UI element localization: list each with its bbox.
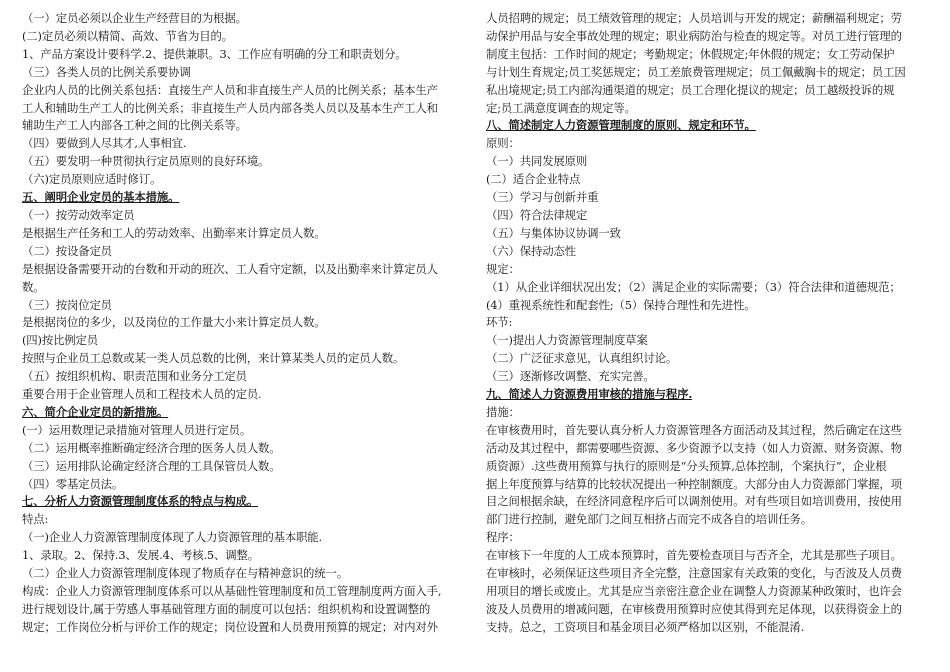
left-column: [22, 10, 468, 637]
text-line: 私出境规定;员工内部沟通渠道的规定；员工合理化提议的规定；员工越级投诉的规: [486, 82, 895, 97]
text-line: 是根据岗位的多少，以及岗位的工作量大小来计算定员人数。: [22, 315, 326, 330]
text-line: （四）零基定员法。: [22, 476, 124, 491]
text-line: （一）定员必须以企业生产经营目的为根据。: [22, 11, 247, 25]
text-line: 重要合用于企业管理人员和工程技术人员的定员.: [22, 387, 262, 402]
text-line: 目之间根据余缺，在经济同意程序后可以调剂使用。对有些项目如培训费用，按使用: [486, 494, 902, 509]
text-line: 在审核时，必须保证这些项目齐全完整，注意国家有关政策的变化，与否波及人员费: [486, 566, 902, 581]
text-line: 原则：: [486, 136, 520, 151]
text-line: （二）运用概率推断确定经济合理的医务人员人数。: [22, 440, 281, 455]
text-line: 在审核下一年度的人工成本预算时，首先要检查项目与否齐全，尤其是那些子项目。: [486, 548, 902, 563]
section-heading: 六、简介企业定员的新措施。: [22, 404, 169, 419]
text-line: 波及人员费用的增减问题，在审核费用预算时应使其得到充足体现，以获得资金上的: [486, 601, 902, 616]
text-line: （六)定员原则应适时修订。: [22, 172, 162, 187]
text-line: 定;员工满意度调查的规定等。: [486, 100, 636, 115]
section-heading: 五、阐明企业定员的基本措施。: [22, 190, 180, 205]
text-line: 数。: [22, 279, 45, 294]
text-line: 进行规划设计,属于劳感人事基础管理方面的制度可以包括：组织机构和设置调整的: [22, 601, 431, 616]
text-line: 据上年度预算与结算的比较状况提出一种控制额度。大部分由人力资源部门掌握，项: [486, 476, 902, 491]
text-line: 企业内人员的比例关系包括：直接生产人员和非直接生产人员的比例关系；基本生产: [22, 82, 438, 97]
text-line: （一）按劳动效率定员: [22, 207, 135, 222]
text-line: （二）广泛征求意见，认真组织讨论。: [486, 351, 678, 366]
text-line: 人员招聘的规定；员工绩效管理的规定；人员培训与开发的规定；薪酬福利规定；劳: [486, 11, 902, 25]
text-line: 构成：企业人力资源管理制度体系可以从基础性管理制度和员工管理制度两方面入手,: [22, 584, 442, 598]
text-line: （三）逐渐修改调整、充实完善。: [486, 369, 655, 384]
section-heading: 九、简述人力资源费用审核的措施与程序.: [486, 387, 693, 402]
text-line: （五）与集体协议协调一致: [486, 225, 621, 240]
text-line: (二)定员必须以精简、高效、节省为目的。: [22, 28, 233, 43]
text-line: 支持。总之，工资项目和基金项目必须严格加以区别，不能混淆.: [486, 619, 805, 634]
text-line: （二）按设备定员: [22, 243, 112, 258]
text-line: （五）要发明一种贯彻执行定员原则的良好环境。: [22, 154, 270, 169]
text-line: （三）学习与创新并重: [486, 190, 599, 205]
text-line: (4）重视系统性和配套性;（5）保持合理性和先进性。: [486, 297, 756, 312]
text-line: 活动及其过程中，都需要哪些资源、多少资源予以支持（如人力资源、财务资源、物: [486, 440, 902, 455]
text-line: 动保护用品与安全事故处理的规定；职业病防治与检查的规定等。对员工进行管理的: [486, 28, 902, 43]
text-line: 辅助生产工人内部各工种之间的比例关系等。: [22, 118, 247, 133]
text-line: 是根据设备需要开动的台数和开动的班次、工人看守定额，以及出勤率来计算定员人: [22, 261, 438, 276]
text-line: （三）各类人员的比例关系要协调: [22, 64, 191, 79]
text-line: (二）适合企业特点: [486, 172, 581, 187]
text-line: （一)提出人力资源管理制度草案: [486, 333, 648, 348]
text-line: 规定：: [486, 261, 520, 276]
text-line: （四）要做到人尽其才,人事相宜.: [22, 136, 187, 151]
text-line: （二）企业人力资源管理制度体现了物质存在与精神意识的统一。: [22, 566, 348, 581]
text-line: 规定；工作岗位分析与评价工作的规定；岗位设置和人员费用预算的规定；对内对外: [22, 619, 438, 634]
text-line: (四)按比例定员: [22, 333, 99, 348]
text-line: 环节:: [486, 315, 513, 330]
text-line: （三）按岗位定员: [22, 297, 112, 312]
text-line: （六）保持动态性: [486, 243, 576, 258]
text-line: 在审核费用时，首先要认真分析人力资源管理各方面活动及其过程，然后确定在这些: [486, 422, 902, 437]
section-heading: 八、简述制定人力资源管理制度的原则、规定和环节。: [486, 118, 756, 133]
text-line: 质资源）.这些费用预算与执行的原则是“分头预算,总体控制，个案执行”，企业根: [486, 458, 887, 473]
text-line: （三）运用排队论确定经济合理的工具保管员人数。: [22, 458, 281, 473]
text-line: （五）按组织机构、职责范围和业务分工定员: [22, 369, 247, 384]
text-line: （一）共同发展原则: [486, 154, 588, 169]
text-line: 1、产品方案设计要科学.2、提供兼职。3、工作应有明确的分工和职责划分。: [22, 46, 407, 61]
text-line: 工人和辅助生产工人的比例关系；非直接生产人员内部各类人员以及基本生产工人和: [22, 100, 438, 115]
text-line: 制度主包括：工作时间的规定；考勤规定；休假规定;年休假的规定；女工劳动保护: [486, 46, 895, 61]
text-line: (一）运用数理记录措施对管理人员进行定员。: [22, 422, 252, 437]
text-line: （1）从企业详细状况出发；（2）满足企业的实际需要；（3）符合法律和道德规范；: [486, 279, 901, 294]
text-line: 特点:: [22, 512, 49, 527]
text-line: 是根据生产任务和工人的劳动效率、出勤率来计算定员人数。: [22, 225, 326, 240]
right-column: [486, 10, 932, 637]
text-line: 措施：: [486, 404, 520, 419]
text-line: 按照与企业员工总数或某一类人员总数的比例，来计算某类人员的定员人数。: [22, 351, 405, 366]
text-line: 与计划生育规定;员工奖惩规定；员工差旅费管理规定；员工佩戴胸卡的规定；员工因: [486, 64, 906, 79]
text-line: （四）符合法律规定: [486, 207, 588, 222]
text-line: 用项目的增长或废止。尤其是应当亲密注意企业在调整人力资源某种政策时，也许会: [486, 584, 902, 598]
text-line: 程序：: [486, 530, 520, 545]
text-line: 部门进行控制，避免部门之间互相挤占而完不成各自的培训任务。: [486, 512, 812, 527]
section-heading: 七、分析人力资源管理制度体系的特点与构成。: [22, 494, 259, 509]
text-line: （一)企业人力资源管理制度体现了人力资源管理的基本职能.: [22, 530, 323, 545]
text-line: 1、录取。2、保持.3、发展.4、考核.5、调整。: [22, 548, 259, 563]
